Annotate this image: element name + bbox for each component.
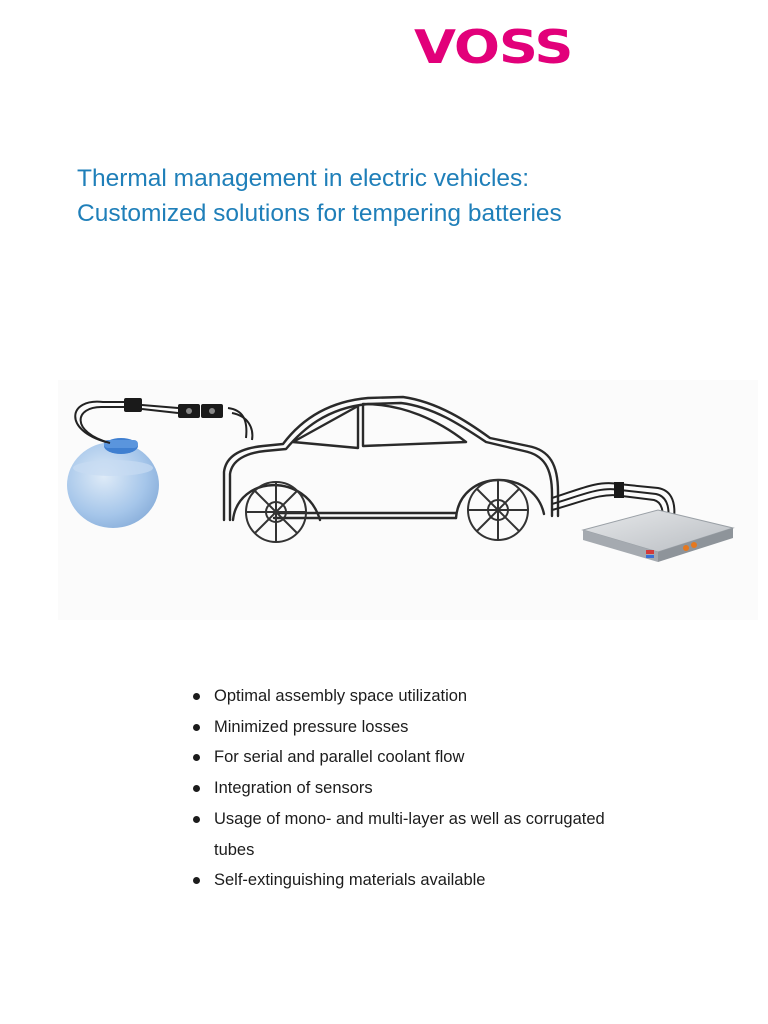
list-item: Minimized pressure losses bbox=[190, 712, 610, 743]
list-item: Usage of mono- and multi-layer as well as corrugated tubes bbox=[190, 804, 610, 865]
list-item: Optimal assembly space utilization bbox=[190, 681, 610, 712]
voss-logo: VOSS bbox=[414, 20, 573, 74]
feature-list bbox=[190, 681, 610, 896]
list-item: For serial and parallel coolant flow bbox=[190, 742, 610, 773]
title-line-1: Thermal management in electric vehicles: bbox=[77, 165, 530, 192]
list-item: Integration of sensors bbox=[190, 773, 610, 804]
title-line-2: Customized solutions for tempering batteries bbox=[77, 200, 562, 227]
list-item: Self-extinguishing materials available bbox=[190, 865, 610, 896]
ev-thermal-illustration bbox=[58, 380, 758, 620]
page-title bbox=[77, 161, 717, 231]
